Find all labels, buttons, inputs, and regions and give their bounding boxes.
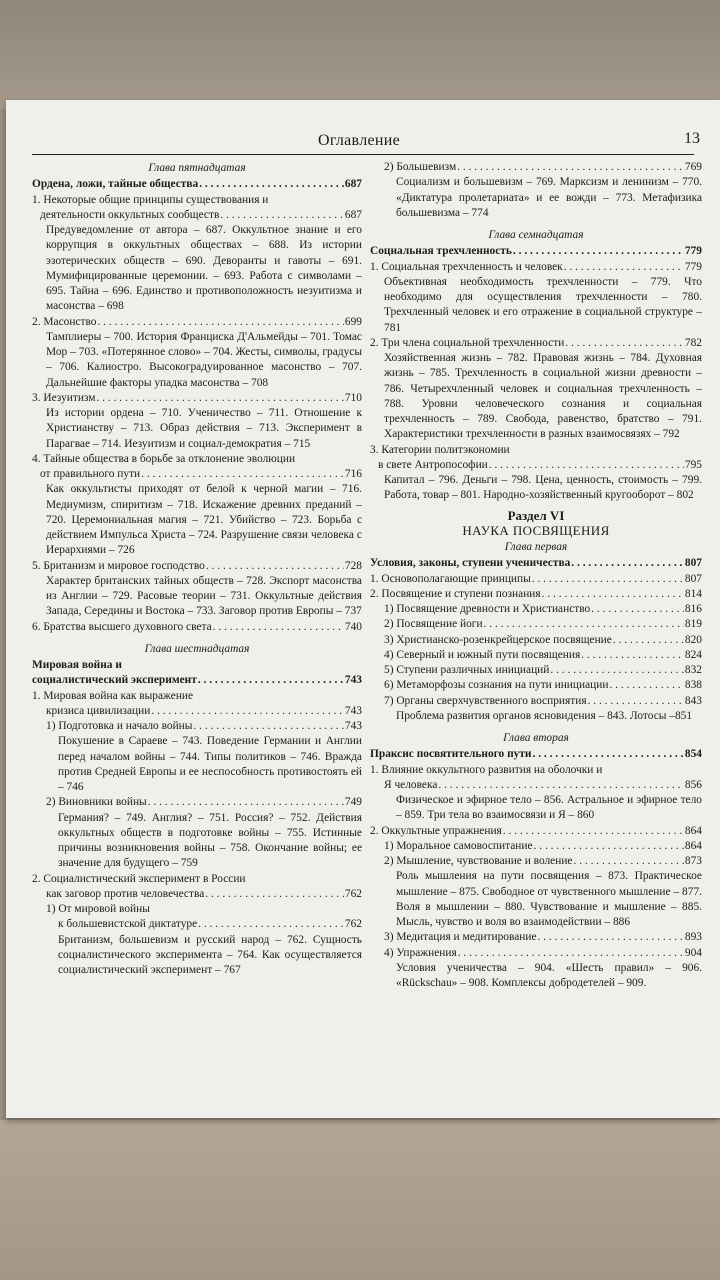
toc-section: Условия, законы, ступени ученичества . . . 807: [370, 556, 702, 571]
toc-section: Социальная трехчленность . . . 779: [370, 244, 702, 259]
toc-entry: 3. Иезуитизм . . . 710: [32, 391, 362, 406]
toc-entry: 2. Оккультные упражнения . . . 864: [370, 824, 702, 839]
toc-entry: от правильного пути . . . 716: [32, 467, 362, 482]
toc-entry-description: Как оккультисты приходят от белой к черной магии – 716. Медиумизм, спиритизм – 718. Искажение древних преданий – 720. Церемониальная магия – 721. Убийство – 723. Борьба с действием Импульса Христа – 724. Разрушение связи человека с Иерархиями – 726: [46, 483, 362, 557]
toc-subentry: 1) Подготовка и начало войны . . . 743: [32, 719, 362, 734]
toc-entry-description: Объективная необходимость трехчленности – 779. Что необходимо для осуществления трехчленности – 780. Трехчленный человек и его отражение в социальной структуре – 781: [384, 275, 702, 334]
toc-entry: как заговор против человечества . . . 762: [32, 887, 362, 902]
running-header: [32, 130, 700, 156]
background-cardboard: [0, 1120, 720, 1280]
toc-entry: деятельности оккультных сообществ . . . 687: [32, 208, 362, 223]
toc-entry-description: Британизм, большевизм и русский народ – 762. Сущность социалистического эксперимента – 764. Как осуществляется социалистический эксперимент – 767: [58, 933, 362, 976]
toc-subentry: 1) Посвящение древности и Христианство . . . 816: [370, 602, 702, 617]
toc-entry: 6. Братства высшего духовного света . . . 740: [32, 620, 362, 635]
toc-section: Праксис посвятительного пути . . . 854: [370, 747, 702, 762]
chapter-heading: Глава первая: [504, 541, 568, 553]
toc-entry-description: Роль мышления на пути посвящения – 873. Практическое мышление – 875. Свободное от чувственного мышление – 877. Воля в мышлении – 880. Чувствование и мышление – 885. Мысль, чувство и воля во взаимодействии – 886: [396, 870, 702, 928]
toc-entry: Я человека . . . 856: [370, 778, 702, 793]
toc-subentry: к большевистской диктатуре . . . 762: [32, 917, 362, 932]
toc-entry: 1. Социальная трехчленность и человек . . . 779: [370, 260, 702, 275]
background-top: [0, 0, 720, 110]
page-number: 13: [684, 130, 700, 147]
toc-subentry: 7) Органы сверхчувственного восприятия . . . 843: [370, 694, 702, 709]
header-rule: [32, 154, 694, 155]
part-heading: Раздел VI: [507, 507, 565, 523]
toc-entry-description: Покушение в Сараеве – 743. Поведение Германии и Англии перед началом войны – 744. Типы политиков – 746. Вражда против Средней Европы и ее неспособность противостоять ей – 746: [58, 735, 362, 793]
toc-subentry: 3) Христианско-розенкрейцерское посвящение . . . 820: [370, 633, 702, 648]
chapter-heading: Глава семнадцатая: [488, 229, 584, 241]
part-title: НАУКА ПОСВЯЩЕНИЯ: [462, 522, 610, 538]
toc-entry-description: Социализм и большевизм – 769. Марксизм и ленинизм – 770. «Диктатура пролетариата» и ее вожди – 773. Метафизика большевизма – 774: [396, 176, 702, 219]
toc-entry-text: 3. Категории политэкономии: [370, 443, 510, 456]
toc-subentry: 4) Северный и южный пути посвящения . . . 824: [370, 648, 702, 663]
toc-subentry: 2) Посвящение йоги . . . 819: [370, 617, 702, 632]
toc-subentry: 2) Мышление, чувствование и воление . . . 873: [370, 854, 702, 869]
toc-entry: 2. Посвящение и ступени познания . . . 814: [370, 587, 702, 602]
toc-subentry: 5) Ступени различных инициаций . . . 832: [370, 663, 702, 678]
chapter-heading: Глава шестнадцатая: [144, 642, 250, 655]
toc-entry-description: Капитал – 796. Деньги – 798. Цена, ценность, стоимость – 799. Работа, товар – 801. Народно-хозяйственный кругооборот – 802: [384, 474, 702, 502]
toc-entry-text: 2. Социалистический эксперимент в России: [32, 872, 246, 885]
chapter-heading: Глава пятнадцатая: [148, 162, 246, 174]
toc-entry-description: Проблема развития органов ясновидения – 843. Лотосы –851: [396, 709, 693, 722]
toc-entry: 1. Основополагающие принципы . . . 807: [370, 572, 702, 587]
toc-entry-description: Условия ученичества – 904. «Шесть правил» – 906. «Rückschau» – 908. Комплексы добродетелей – 909.: [396, 961, 702, 989]
toc-subentry: 2) Большевизм . . . 769: [370, 160, 702, 175]
toc-subentry-text: 1) От мировой войны: [46, 903, 150, 915]
toc-subentry: 2) Виновники войны . . . 749: [32, 795, 362, 810]
toc-entry: 2. Три члена социальной трехчленности . . . 782: [370, 336, 702, 351]
toc-entry: в свете Антропософии . . . 795: [370, 458, 702, 473]
toc-subentry: 3) Медитация и медитирование . . . 893: [370, 930, 702, 945]
toc-entry-description: Предуведомление от автора – 687. Оккультное знание и его коррупция в оккультных обществах – 688. Из истории эзотерических обществ – 690. Деворанты и гавоты – 691. Мумифицированные церемонии. – 693. Работа с символами – 695. Тайна – 696. Единство и противоположность иезуитизма и масонства – 698: [46, 224, 362, 313]
toc-entry: кризиса цивилизации . . . 743: [32, 704, 362, 719]
toc-subentry: 1) Моральное самовоспитание . . . 864: [370, 839, 702, 854]
chapter-heading: Глава вторая: [503, 732, 569, 744]
toc-entry: 2. Масонство . . . 699: [32, 315, 362, 330]
toc-entry-description: Хозяйственная жизнь – 782. Правовая жизнь – 784. Духовная жизнь – 785. Трехчленность в социальной жизни древности – 786. Четырехчленный человек и социальная трехчленность – 788. Уровни человеческого сознания и социальная трехчленность – 789. Свобода, равенство, братство – 791. Характеристики трехчленности в разных взаимосвязях – 792: [384, 352, 702, 441]
toc-section: Ордена, ложи, тайные общества . . . 687: [32, 177, 362, 192]
toc-entry-description: Характер британских тайных обществ – 728. Экспорт масонства из Англии – 729. Расовые теории – 731. Оккультные действия Запада, Середины и Востока – 733. Заговор против Европы – 737: [46, 574, 362, 618]
toc-column-left: [32, 160, 362, 978]
toc-subentry: 6) Метаморфозы сознания на пути инициации . . . 838: [370, 678, 702, 693]
toc-entry: 5. Британизм и мировое господство . . . 728: [32, 559, 362, 574]
toc-entry-text: 1. Влияние оккультного развития на оболочки и: [370, 763, 603, 776]
toc-entry-description: Физическое и эфирное тело – 856. Астральное и эфирное тело – 859. Три тела во взаимосвязи и Я – 860: [396, 794, 702, 822]
toc-entry-text: 1. Мировая война как выражение: [32, 689, 194, 702]
toc-entry-description: Из истории ордена – 710. Ученичество – 711. Отношение к Христианству – 713. Образ действия – 713. Эксперимент в Парагвае – 714. Иезуитизм и социал-демократия – 715: [46, 407, 362, 450]
toc-entry-text: 1. Некоторые общие принципы существования и: [32, 193, 269, 206]
toc-column-right: [370, 160, 702, 991]
page-title: Оглавление: [317, 132, 401, 149]
toc-entry-description: Германия? – 749. Англия? – 751. Россия? – 752. Действия оккультных обществ в подготовке войны – 755. Истинные причины возникновения войны – 758. Окончание войны; ее значение для будущего – 759: [58, 811, 362, 870]
toc-subentry: 4) Упражнения . . . 904: [370, 946, 702, 961]
toc-entry-text: 4. Тайные общества в борьбе за отклонение эволюции: [32, 452, 296, 465]
toc-section-text: Мировая война и: [32, 659, 122, 671]
toc-section: социалистический эксперимент . . . 743: [32, 673, 362, 688]
book-page: [6, 100, 720, 1118]
toc-entry-description: Тамплиеры – 700. История Франциска Д'Альмейды – 701. Томас Мор – 703. «Потерянное слово» – 704. Жесты, символы, градусы – 706. Калиостро. Высокоградуированное масонство – 707. Дальнейшие факторы упадка масонства – 708: [46, 330, 362, 389]
